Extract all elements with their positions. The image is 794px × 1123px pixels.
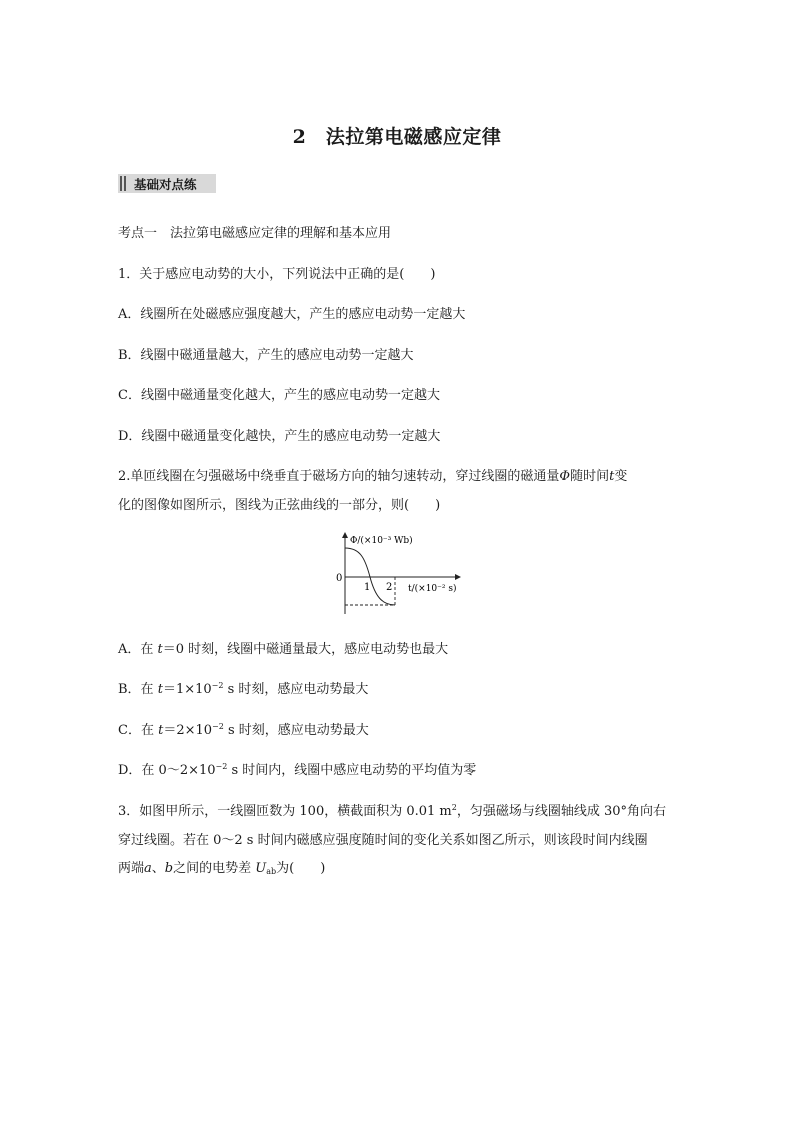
q2-stem-line2: 化的图像如图所示，图线为正弦曲线的一部分，则( ) (118, 498, 441, 513)
q2-option-a: A．在 t＝0 时刻，线圈中磁通量最大，感应电动势也最大 (118, 642, 449, 657)
q1-option-a: A．线圈所在处磁感应强度越大，产生的感应电动势一定越大 (118, 307, 466, 322)
page-title: 2 法拉第电磁感应定律 (292, 126, 502, 148)
y-axis-label: Φ/(×10⁻³ Wb) (350, 536, 413, 546)
q2-option-b: B．在 $t=1\times 10^{-2}$ s 时刻，感应电动势最大 (118, 681, 369, 697)
q3-stem-line1: 3．如图甲所示，一线圈匝数为 100，横截面积为 0.01 $m^2$，匀强磁场与线圈轴线成 30°角向右 (118, 803, 667, 819)
origin-label: 0 (336, 573, 343, 584)
q3-stem-line2: 穿过线圈。若在 0～2 s 时间内磁感应强度随时间的变化关系如图乙所示，则该段时间内线圈 (118, 833, 648, 848)
q1-stem: 1．关于感应电动势的大小，下列说法中正确的是( ) (118, 267, 436, 282)
x-axis-label: t/(×10⁻² s) (408, 584, 457, 594)
q2-flux-graph (320, 528, 470, 618)
section-badge-label: 基础对点练 (134, 177, 197, 192)
x-tick-2: 2 (386, 582, 393, 593)
q1-option-b: B．线圈中磁通量越大，产生的感应电动势一定越大 (118, 348, 414, 363)
q2-stem-line1: 2.单匝线圈在匀强磁场中绕垂直于磁场方向的轴匀速转动，穿过线圈的磁通量Φ随时间t变 (118, 469, 628, 484)
topic-heading: 考点一 法拉第电磁感应定律的理解和基本应用 (118, 226, 392, 241)
q1-option-d: D．线圈中磁通量变化越快，产生的感应电动势一定越大 (118, 429, 441, 444)
section-badge (118, 174, 216, 193)
q2-option-c: C．在 $t=2\times 10^{-2}$ s 时刻，感应电动势最大 (118, 722, 369, 738)
x-tick-1: 1 (364, 582, 371, 593)
badge-bar-icon (124, 176, 126, 191)
badge-bar-icon (120, 176, 122, 191)
q3-stem-line3: 两端a、b之间的电势差 $U_{ab}$为( ) (118, 861, 326, 876)
q2-option-d: D．在 $0\sim 2\times 10^{-2}$ s 时间内，线圈中感应电动势的平均值为零 (118, 762, 477, 778)
q1-option-c: C．线圈中磁通量变化越大，产生的感应电动势一定越大 (118, 388, 440, 403)
